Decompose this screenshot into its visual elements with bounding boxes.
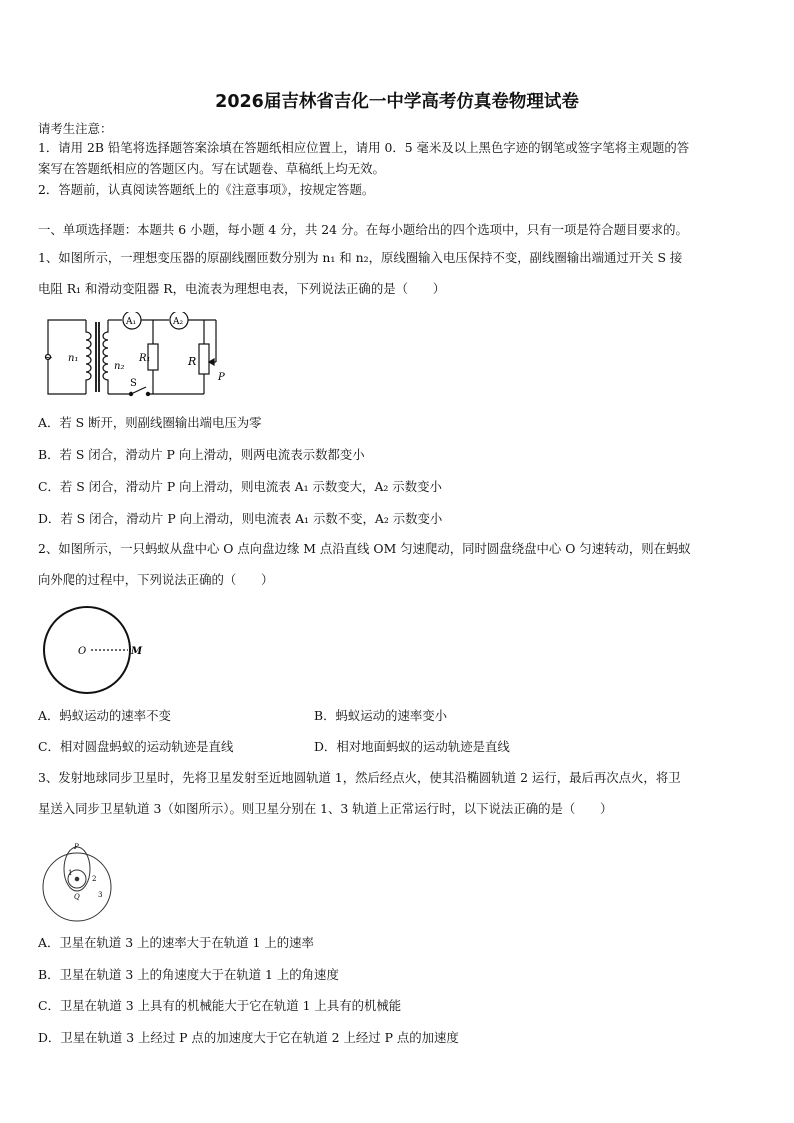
- q1-stem-line2: 电阻 R₁ 和滑动变阻器 R，电流表为理想电表，下列说法正确的是（ ）: [38, 281, 446, 296]
- ammeter-a1-label: A₁: [126, 317, 137, 327]
- n1-label: n₁: [68, 353, 79, 364]
- q1-option-c: C．若 S 闭合，滑动片 P 向上滑动，则电流表 A₁ 示数变大，A₂ 示数变小: [38, 479, 442, 494]
- r1-label: R₁: [139, 353, 151, 364]
- notice-item1-line1: 1．请用 2B 铅笔将选择题答案涂填在答题纸相应位置上，请用 0．5 毫米及以上黑色字迹的钢笔或签字笔将主观题的答: [38, 140, 690, 155]
- center-o-label: O: [78, 646, 87, 657]
- orbit-2-label: 2: [92, 875, 97, 883]
- q2-stem-line2: 向外爬的过程中，下列说法正确的（ ）: [38, 572, 274, 587]
- q2-option-a: A．蚂蚁运动的速率不变: [38, 708, 171, 723]
- orbit-1-label: 1: [68, 869, 73, 877]
- r-label: R: [188, 355, 197, 368]
- p-label: P: [218, 372, 225, 383]
- earth-q-label: Q: [74, 893, 80, 901]
- rotating-disk-figure: [38, 604, 158, 698]
- notice-item1-line2: 案写在答题纸相应的答题区内。写在试题卷、草稿纸上均无效。: [38, 161, 385, 176]
- q1-option-a: A．若 S 断开，则副线圈输出端电压为零: [38, 415, 262, 430]
- edge-m-label: M: [131, 646, 143, 657]
- section-heading: 一、单项选择题：本题共 6 小题，每小题 4 分，共 24 分。在每小题给出的四个选项中，只有一项是符合题目要求的。: [38, 222, 688, 237]
- n2-label: n₂: [114, 361, 125, 372]
- ammeter-a2-label: A₂: [173, 317, 184, 327]
- page-title: 2026届吉林省吉化一中学高考仿真卷物理试卷: [215, 92, 579, 112]
- ac-source-label: ~: [44, 351, 54, 364]
- q3-stem-line2: 星送入同步卫星轨道 3（如图所示）。则卫星分别在 1、3 轨道上正常运行时，以下说法正确的是（ ）: [38, 801, 613, 816]
- q3-option-c: C．卫星在轨道 3 上具有的机械能大于它在轨道 1 上具有的机械能: [38, 998, 402, 1013]
- q3-stem-line1: 3、发射地球同步卫星时，先将卫星发射至近地圆轨道 1，然后经点火，使其沿椭圆轨道 2 运行，最后再次点火，将卫: [38, 770, 681, 785]
- transformer-circuit-figure: [38, 312, 228, 402]
- q2-option-b: B．蚂蚁运动的速率变小: [314, 708, 448, 723]
- notice-heading: 请考生注意：: [38, 121, 113, 136]
- q1-option-b: B．若 S 闭合，滑动片 P 向上滑动，则两电流表示数都变小: [38, 447, 365, 462]
- q1-stem-line1: 1、如图所示，一理想变压器的原副线圈匝数分别为 n₁ 和 n₂，原线圈输入电压保持不变，副线圈输出端通过开关 S 接: [38, 250, 683, 265]
- q3-option-b: B．卫星在轨道 3 上的角速度大于在轨道 1 上的角速度: [38, 967, 339, 982]
- satellite-orbits-figure: [38, 835, 118, 927]
- point-p-label: P: [74, 843, 79, 851]
- notice-item2: 2．答题前，认真阅读答题纸上的《注意事项》，按规定答题。: [38, 182, 375, 197]
- switch-s-label: S: [130, 378, 137, 389]
- q2-option-c: C．相对圆盘蚂蚁的运动轨迹是直线: [38, 739, 234, 754]
- q2-option-d: D．相对地面蚂蚁的运动轨迹是直线: [314, 739, 510, 754]
- q2-stem-line1: 2、如图所示，一只蚂蚁从盘中心 O 点向盘边缘 M 点沿直线 OM 匀速爬动，同时圆盘绕盘中心 O 匀速转动，则在蚂蚁: [38, 541, 691, 556]
- orbit-3-label: 3: [98, 891, 103, 899]
- q3-option-d: D．卫星在轨道 3 上经过 P 点的加速度大于它在轨道 2 上经过 P 点的加速度: [38, 1030, 459, 1045]
- q3-option-a: A．卫星在轨道 3 上的速率大于在轨道 1 上的速率: [38, 935, 314, 950]
- q1-option-d: D．若 S 闭合，滑动片 P 向上滑动，则电流表 A₁ 示数不变，A₂ 示数变小: [38, 511, 443, 526]
